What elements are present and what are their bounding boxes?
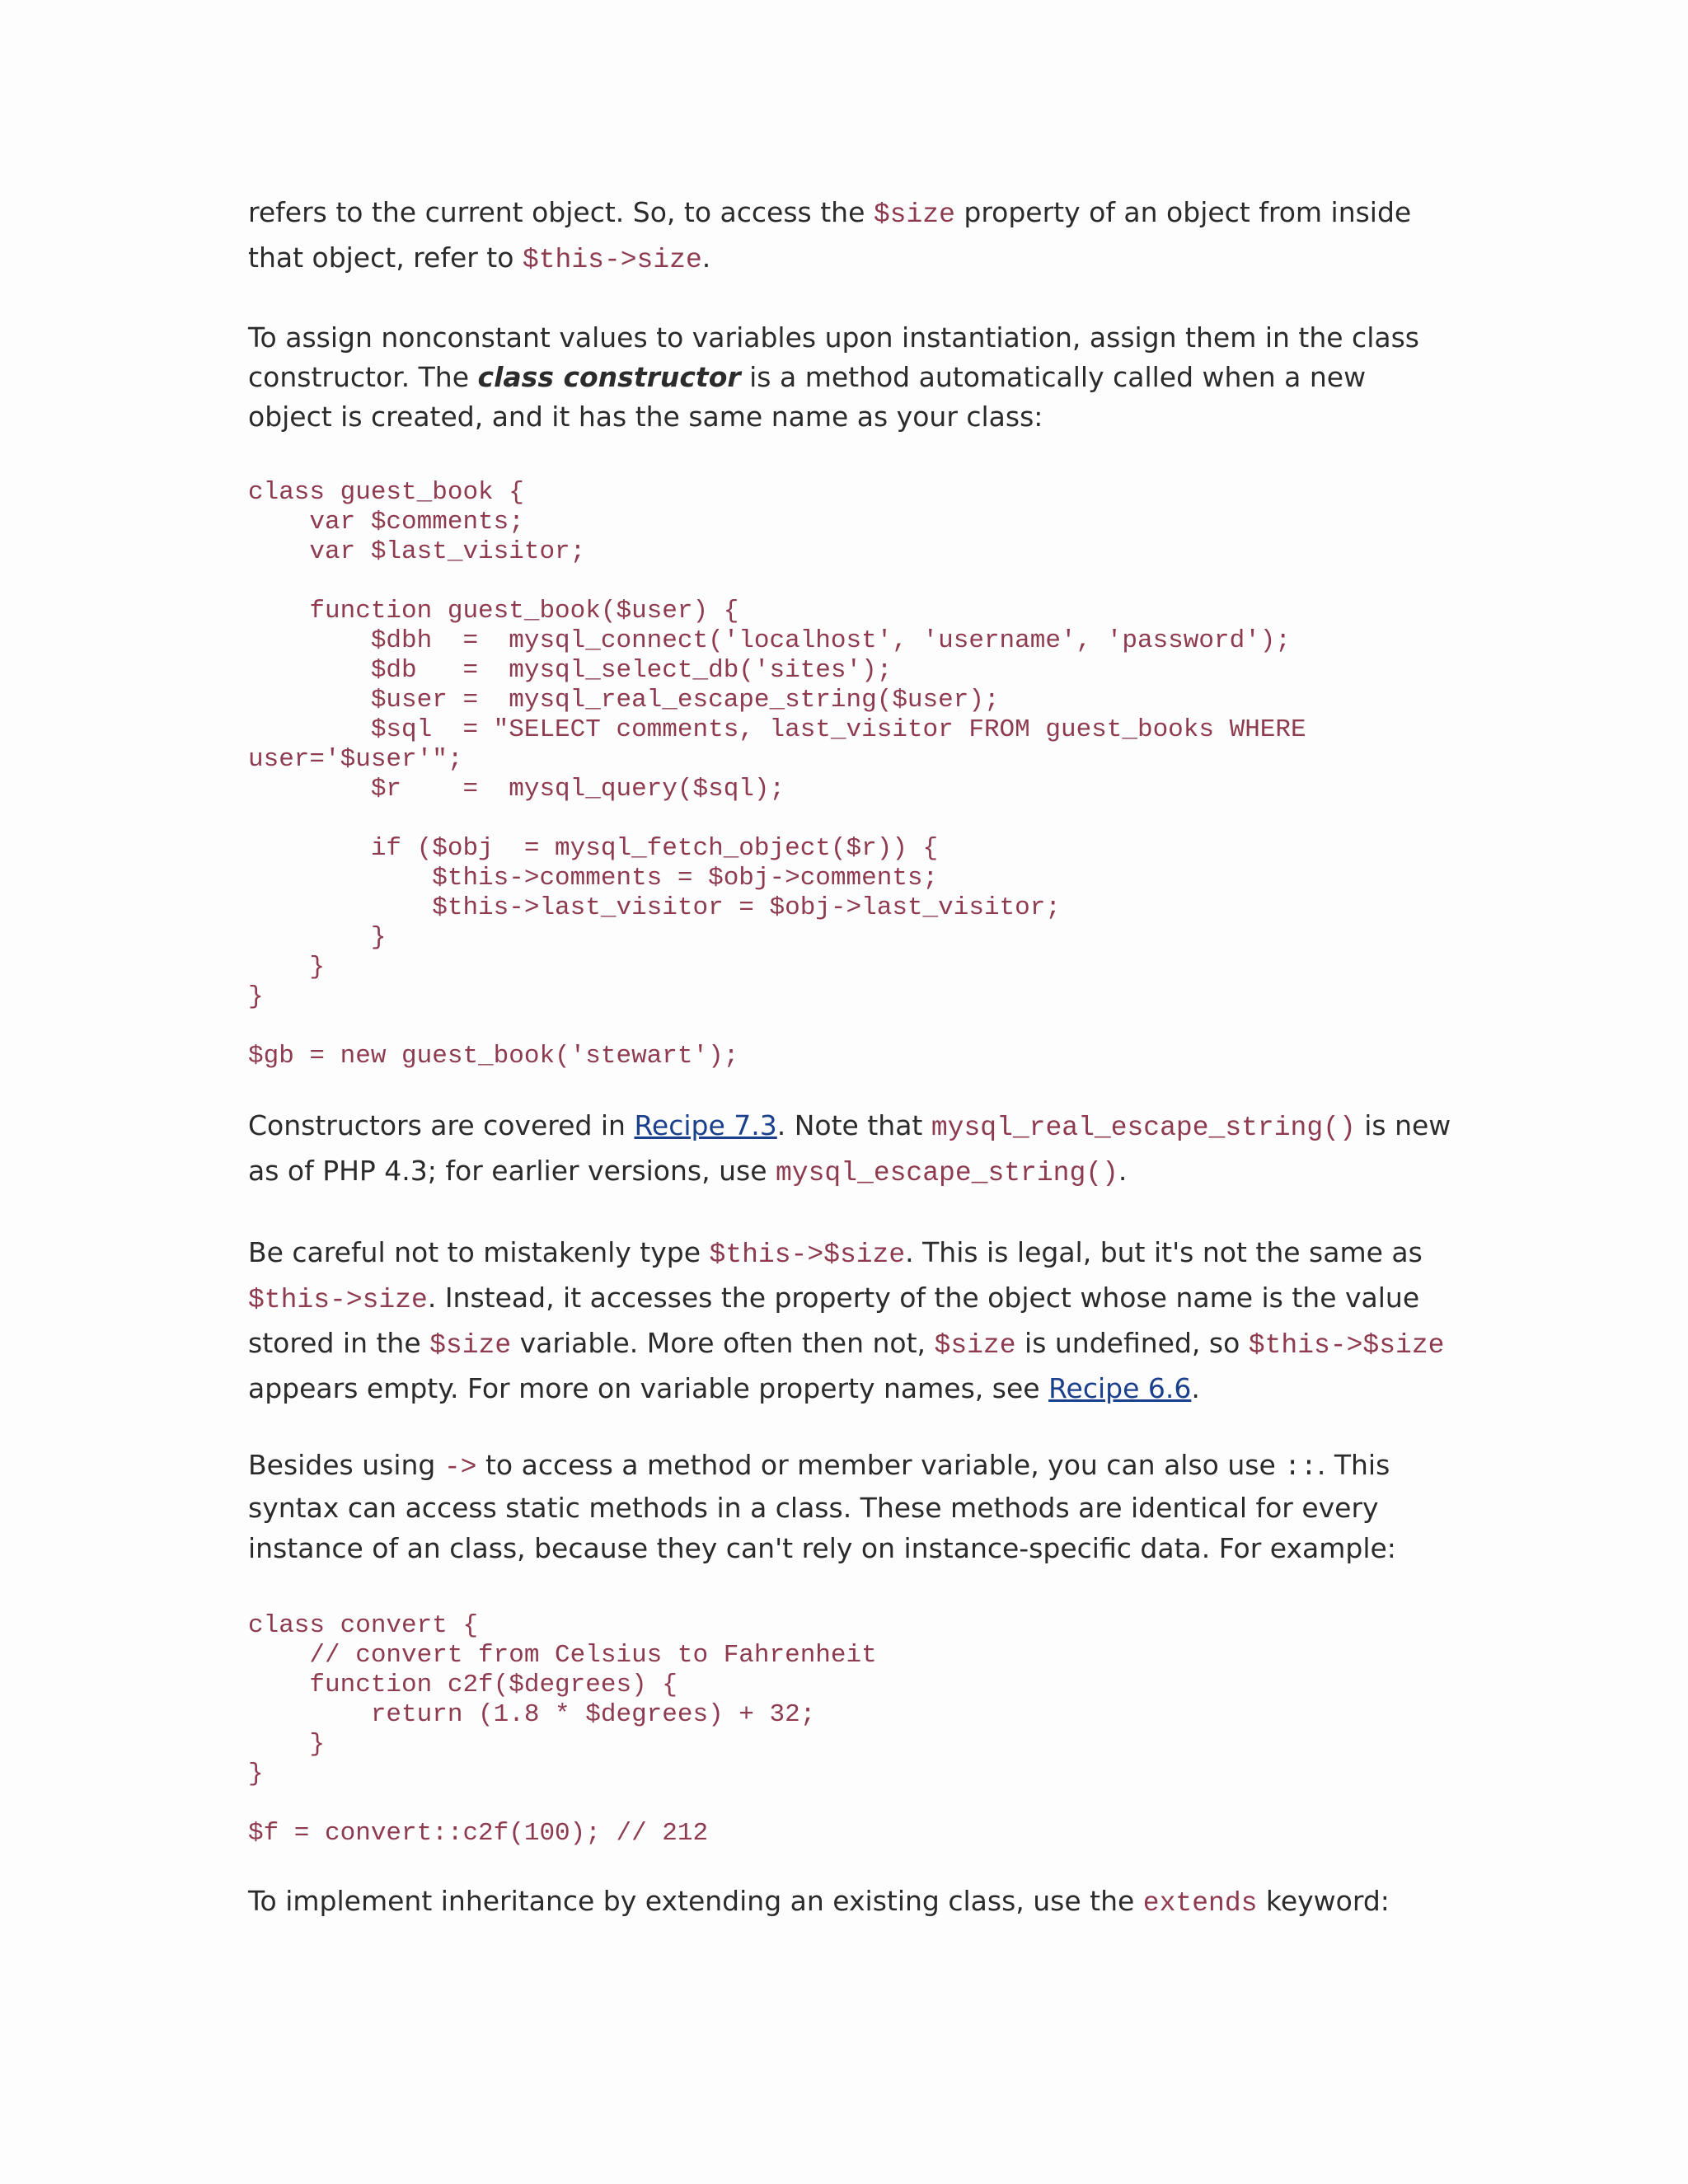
inline-code: extends xyxy=(1142,1888,1258,1919)
recipe-7-3-link[interactable]: Recipe 7.3 xyxy=(634,1109,777,1141)
code-block-guest-book: class guest_book { var $comments; var $last_visitor; function guest_book($user) { $dbh = mysql_connect('localhost', 'username', 'password'); $db = mysql_select_db('sites'); $user = mysql_real_escape_string($user); $sql = "SELECT comments, last_visitor FROM guest_books WHERE user='$user'"; $r = mysql_query($sql); if ($obj = mysql_fetch_object($r)) { $this->comments = $obj->comments; $this->last_visitor = $obj->last_visitor; } } } $gb = new guest_book('stewart'); xyxy=(248,478,1306,1071)
recipe-6-6-link[interactable]: Recipe 6.6 xyxy=(1048,1372,1192,1404)
paragraph-be-careful: Be careful not to mistakenly type $this->$size. This is legal, but it's not the same as $this->size. Instead, it accesses the property of the object whose name is the value stored in the $size variable. More often then not, $size is undefined, so $this->$size appears empty. For more on variable property names, see Recipe 6.6. xyxy=(248,1236,1445,1404)
inline-code: mysql_real_escape_string() xyxy=(931,1113,1356,1143)
inline-code: $this->size xyxy=(248,1285,428,1315)
paragraph-class-constructor: To assign nonconstant values to variables upon instantiation, assign them in the class constructor. The class constructor is a method automatically called when a new object is created, and it has the same name as your class: xyxy=(248,321,1419,433)
inline-code: -> xyxy=(443,1452,477,1483)
inline-code: mysql_escape_string() xyxy=(776,1158,1118,1188)
paragraph-constructors-covered: Constructors are covered in Recipe 7.3. Note that mysql_real_escape_string() is new as of PHP 4.3; for earlier versions, use mysql_escape_string(). xyxy=(248,1109,1451,1188)
inline-code: $this->size xyxy=(522,245,702,275)
paragraph-current-object: refers to the current object. So, to access the $size property of an object from inside that object, refer to $this->size. xyxy=(248,196,1412,275)
inline-code: $this->$size xyxy=(1248,1330,1445,1361)
inline-code: $size xyxy=(934,1330,1016,1361)
inline-code: $size xyxy=(873,199,955,230)
paragraph-inheritance: To implement inheritance by extending an existing class, use the extends keyword: xyxy=(248,1885,1390,1919)
code-block-convert: class convert { // convert from Celsius to Fahrenheit function c2f($degrees) { return (1.8 * $degrees) + 32; } } $f = convert::c2f(100); // 212 xyxy=(248,1611,877,1848)
defined-term: class constructor xyxy=(477,361,741,393)
document-page xyxy=(248,191,1451,1924)
paragraph-besides-using: Besides using -> to access a method or member variable, you can also use ::. This syntax can access static methods in a class. These methods are identical for every instance of an class, because they can't rely on instance-specific data. For example: xyxy=(248,1449,1396,1564)
inline-code: $size xyxy=(429,1330,512,1361)
inline-code: :: xyxy=(1284,1452,1317,1483)
inline-code: $this->$size xyxy=(709,1240,906,1270)
